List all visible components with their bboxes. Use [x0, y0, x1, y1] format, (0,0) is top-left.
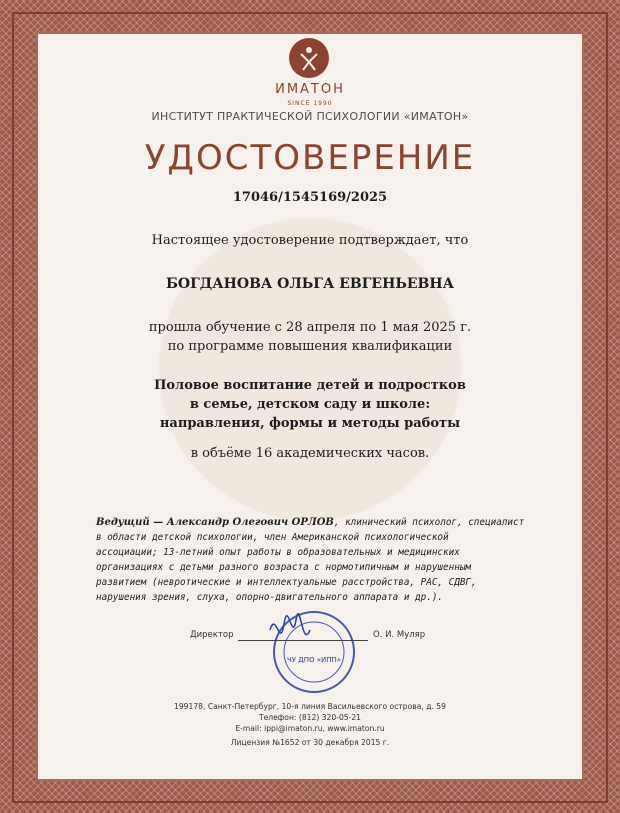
- lecturer-name: Ведущий — Александр Олегович ОРЛОВ: [96, 517, 334, 528]
- brand-name: ИМАТОН: [275, 82, 345, 97]
- director-name: О. И. Муляр: [373, 630, 426, 640]
- course-line: Половое воспитание детей и подростков: [154, 378, 466, 393]
- holder-name: БОГДАНОВА ОЛЬГА ЕВГЕНЬЕВНА: [165, 276, 455, 292]
- course-line: в семье, детском саду и школе:: [189, 397, 431, 412]
- brand-since: SINCE 1990: [287, 100, 333, 107]
- document-title: УДОСТОВЕРЕНИЕ: [144, 138, 476, 178]
- footer-address: 199178, Санкт-Петербург, 10-я линия Васильевского острова, д. 59: [174, 702, 446, 711]
- stamp-text: ЧУ ДПО «ИПП»: [286, 656, 342, 664]
- study-info: [0, 318, 620, 356]
- lecturer-line: [96, 515, 526, 530]
- footer-phone: Телефон: (812) 320-05-21: [258, 713, 362, 722]
- lecturer-bio: ассоциации; 13-летний опыт работы в образовательных и медицинских: [96, 547, 460, 558]
- footer-license: Лицензия №1652 от 30 декабря 2015 г.: [230, 738, 390, 747]
- lecturer-info: [96, 515, 526, 605]
- course-title: [0, 376, 620, 433]
- footer-contacts: [0, 701, 620, 734]
- study-period: прошла обучение с 28 апреля по 1 мая 2025 г.: [148, 320, 472, 335]
- imaton-logo-icon: [289, 38, 329, 78]
- lecturer-bio: в области детской психологии, член Американской психологической: [96, 532, 449, 543]
- course-line: направления, формы и методы работы: [159, 416, 461, 431]
- footer-email: E-mail: ippi@imaton.ru, www.imaton.ru: [235, 724, 385, 733]
- confirm-text: Настоящее удостоверение подтверждает, что: [151, 233, 469, 248]
- director-title: Директор: [190, 630, 234, 640]
- lecturer-bio: , клинический психолог, специалист: [333, 517, 525, 528]
- program-type: по программе повышения квалификации: [167, 339, 453, 354]
- institute-name: ИНСТИТУТ ПРАКТИЧЕСКОЙ ПСИХОЛОГИИ «ИМАТОН»: [151, 110, 469, 123]
- lecturer-bio: развитием (невротические и интеллектуальные расстройства, РАС, СДВГ,: [96, 577, 477, 588]
- lecturer-bio: организациях с детьми разного возраста с нормотипичным и нарушенным: [96, 562, 472, 573]
- hours-text: в объёме 16 академических часов.: [190, 446, 430, 461]
- official-stamp-icon: [262, 600, 362, 700]
- certificate-number: 17046/1545169/2025: [232, 190, 388, 205]
- lecturer-bio: нарушения зрения, слуха, опорно-двигательного аппарата и др.).: [96, 592, 444, 603]
